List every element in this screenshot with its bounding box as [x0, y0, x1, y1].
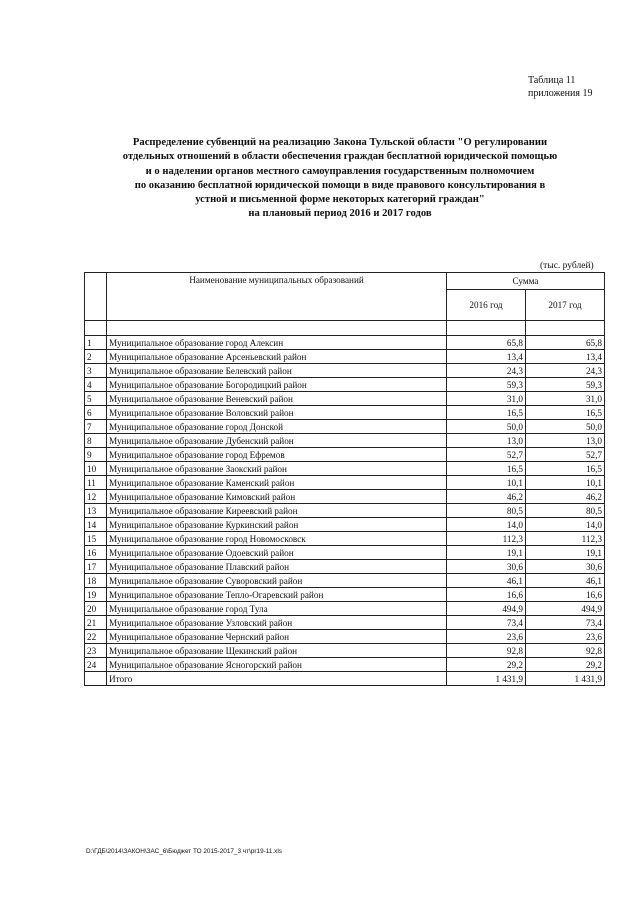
row-number: 21	[85, 616, 107, 630]
value-2017: 24,3	[526, 364, 605, 378]
value-2017: 112,3	[526, 532, 605, 546]
value-2016: 494,9	[447, 602, 526, 616]
row-number: 6	[85, 406, 107, 420]
value-2016: 112,3	[447, 532, 526, 546]
row-number: 23	[85, 644, 107, 658]
spacer-cell	[85, 321, 107, 336]
municipality-name: Муниципальное образование Куркинский район	[107, 518, 447, 532]
table-row	[85, 532, 605, 546]
municipality-name: Муниципальное образование Одоевский район	[107, 546, 447, 560]
municipality-name: Муниципальное образование город Донской	[107, 420, 447, 434]
table-row	[85, 644, 605, 658]
sum-column-header: Сумма	[447, 273, 605, 290]
row-number: 9	[85, 448, 107, 462]
value-2016: 23,6	[447, 630, 526, 644]
row-number: 18	[85, 574, 107, 588]
table-label: Таблица 11	[528, 75, 576, 86]
value-2016: 16,5	[447, 406, 526, 420]
value-2016: 14,0	[447, 518, 526, 532]
municipality-name: Муниципальное образование Веневский район	[107, 392, 447, 406]
municipality-name: Муниципальное образование Тепло-Огаревский район	[107, 588, 447, 602]
row-number: 22	[85, 630, 107, 644]
value-2016: 50,0	[447, 420, 526, 434]
value-2017: 19,1	[526, 546, 605, 560]
table-row	[85, 490, 605, 504]
table-row	[85, 616, 605, 630]
table-row	[85, 476, 605, 490]
row-number: 4	[85, 378, 107, 392]
table-row	[85, 462, 605, 476]
table-row	[85, 504, 605, 518]
row-number: 10	[85, 462, 107, 476]
row-number: 11	[85, 476, 107, 490]
row-number: 3	[85, 364, 107, 378]
row-number: 12	[85, 490, 107, 504]
row-number: 14	[85, 518, 107, 532]
value-2017: 59,3	[526, 378, 605, 392]
file-path: D:\ГДБ\2014\ЗАКОН\ЗАС_6\Бюджет ТО 2015-2017_3 чт\pr19-11.xls	[86, 848, 282, 855]
year-2016-header: 2016 год	[447, 290, 526, 321]
row-number: 2	[85, 350, 107, 364]
value-2017: 31,0	[526, 392, 605, 406]
municipality-name: Муниципальное образование Кимовский район	[107, 490, 447, 504]
municipality-name: Муниципальное образование Плавский район	[107, 560, 447, 574]
value-2017: 92,8	[526, 644, 605, 658]
municipality-name: Муниципальное образование город Новомосковск	[107, 532, 447, 546]
table-row	[85, 336, 605, 350]
table-row	[85, 364, 605, 378]
title-line: отдельных отношений в области обеспечения граждан бесплатной юридической помощью	[122, 151, 558, 163]
value-2016: 92,8	[447, 644, 526, 658]
value-2017: 29,2	[526, 658, 605, 672]
value-2017: 30,6	[526, 560, 605, 574]
table-reference	[528, 74, 592, 100]
value-2017: 46,2	[526, 490, 605, 504]
value-2016: 24,3	[447, 364, 526, 378]
table-row	[85, 560, 605, 574]
document-title	[70, 136, 610, 222]
value-2016: 16,5	[447, 462, 526, 476]
table-row	[85, 392, 605, 406]
value-2016: 29,2	[447, 658, 526, 672]
name-column-header: Наименование муниципальных образований	[107, 273, 447, 321]
title-line: по оказанию бесплатной юридической помощи в виде правового консультирования в	[134, 179, 546, 191]
value-2017: 80,5	[526, 504, 605, 518]
value-2016: 19,1	[447, 546, 526, 560]
municipality-name: Муниципальное образование Суворовский район	[107, 574, 447, 588]
total-2017: 1 431,9	[526, 672, 605, 686]
row-number: 1	[85, 336, 107, 350]
table-row	[85, 420, 605, 434]
year-2017-header: 2017 год	[526, 290, 605, 321]
table-row	[85, 350, 605, 364]
table-body	[85, 336, 605, 686]
spacer-cell	[447, 321, 526, 336]
municipality-name: Муниципальное образование Воловский район	[107, 406, 447, 420]
value-2016: 31,0	[447, 392, 526, 406]
row-number: 16	[85, 546, 107, 560]
value-2016: 59,3	[447, 378, 526, 392]
value-2017: 13,0	[526, 434, 605, 448]
municipality-name: Муниципальное образование Арсеньевский район	[107, 350, 447, 364]
row-number: 13	[85, 504, 107, 518]
spacer-cell	[107, 321, 447, 336]
municipality-name: Муниципальное образование город Тула	[107, 602, 447, 616]
table-row	[85, 630, 605, 644]
row-number: 8	[85, 434, 107, 448]
total-row	[85, 672, 605, 686]
value-2017: 10,1	[526, 476, 605, 490]
value-2016: 13,0	[447, 434, 526, 448]
municipality-name: Муниципальное образование город Алексин	[107, 336, 447, 350]
value-2016: 16,6	[447, 588, 526, 602]
municipality-name: Муниципальное образование Богородицкий район	[107, 378, 447, 392]
value-2016: 46,1	[447, 574, 526, 588]
municipality-name: Муниципальное образование Дубенский район	[107, 434, 447, 448]
title-line: на плановый период 2016 и 2017 годов	[248, 208, 432, 220]
value-2016: 46,2	[447, 490, 526, 504]
value-2016: 52,7	[447, 448, 526, 462]
value-2016: 13,4	[447, 350, 526, 364]
total-number-cell	[85, 672, 107, 686]
row-number: 20	[85, 602, 107, 616]
value-2017: 13,4	[526, 350, 605, 364]
title-line: устной и письменной форме некоторых категорий граждан"	[195, 194, 485, 206]
value-2016: 30,6	[447, 560, 526, 574]
unit-label: (тыс. рублей)	[540, 261, 594, 271]
row-number: 7	[85, 420, 107, 434]
appendix-label: приложения 19	[528, 88, 593, 99]
table-row	[85, 658, 605, 672]
value-2017: 50,0	[526, 420, 605, 434]
value-2016: 80,5	[447, 504, 526, 518]
table-row	[85, 518, 605, 532]
table-row	[85, 434, 605, 448]
municipality-name: Муниципальное образование Каменский район	[107, 476, 447, 490]
value-2016: 10,1	[447, 476, 526, 490]
spacer-cell	[526, 321, 605, 336]
table-row	[85, 378, 605, 392]
row-number: 24	[85, 658, 107, 672]
value-2017: 46,1	[526, 574, 605, 588]
municipality-name: Муниципальное образование Белевский район	[107, 364, 447, 378]
table-row	[85, 574, 605, 588]
value-2016: 73,4	[447, 616, 526, 630]
table-row	[85, 448, 605, 462]
table-row	[85, 406, 605, 420]
number-column-header	[85, 273, 107, 321]
row-number: 17	[85, 560, 107, 574]
municipality-name: Муниципальное образование Заокский район	[107, 462, 447, 476]
municipality-name: Муниципальное образование Ясногорский район	[107, 658, 447, 672]
municipality-name: Муниципальное образование Узловский район	[107, 616, 447, 630]
municipality-name: Муниципальное образование Чернский район	[107, 630, 447, 644]
municipality-name: Муниципальное образование Киреевский район	[107, 504, 447, 518]
value-2017: 16,6	[526, 588, 605, 602]
subsidy-table	[84, 272, 605, 686]
total-label: Итого	[107, 672, 447, 686]
municipality-name: Муниципальное образование город Ефремов	[107, 448, 447, 462]
table-row	[85, 588, 605, 602]
value-2017: 23,6	[526, 630, 605, 644]
table-row	[85, 602, 605, 616]
title-line: и о наделении органов местного самоуправления государственным полномочием	[145, 165, 535, 177]
title-line: Распределение субвенций на реализацию Закона Тульской области "О регулировании	[132, 137, 548, 148]
value-2017: 16,5	[526, 406, 605, 420]
table-row	[85, 546, 605, 560]
value-2017: 65,8	[526, 336, 605, 350]
row-number: 5	[85, 392, 107, 406]
value-2017: 52,7	[526, 448, 605, 462]
value-2016: 65,8	[447, 336, 526, 350]
total-2016: 1 431,9	[447, 672, 526, 686]
value-2017: 14,0	[526, 518, 605, 532]
row-number: 19	[85, 588, 107, 602]
value-2017: 73,4	[526, 616, 605, 630]
value-2017: 16,5	[526, 462, 605, 476]
municipality-name: Муниципальное образование Щекинский район	[107, 644, 447, 658]
row-number: 15	[85, 532, 107, 546]
value-2017: 494,9	[526, 602, 605, 616]
